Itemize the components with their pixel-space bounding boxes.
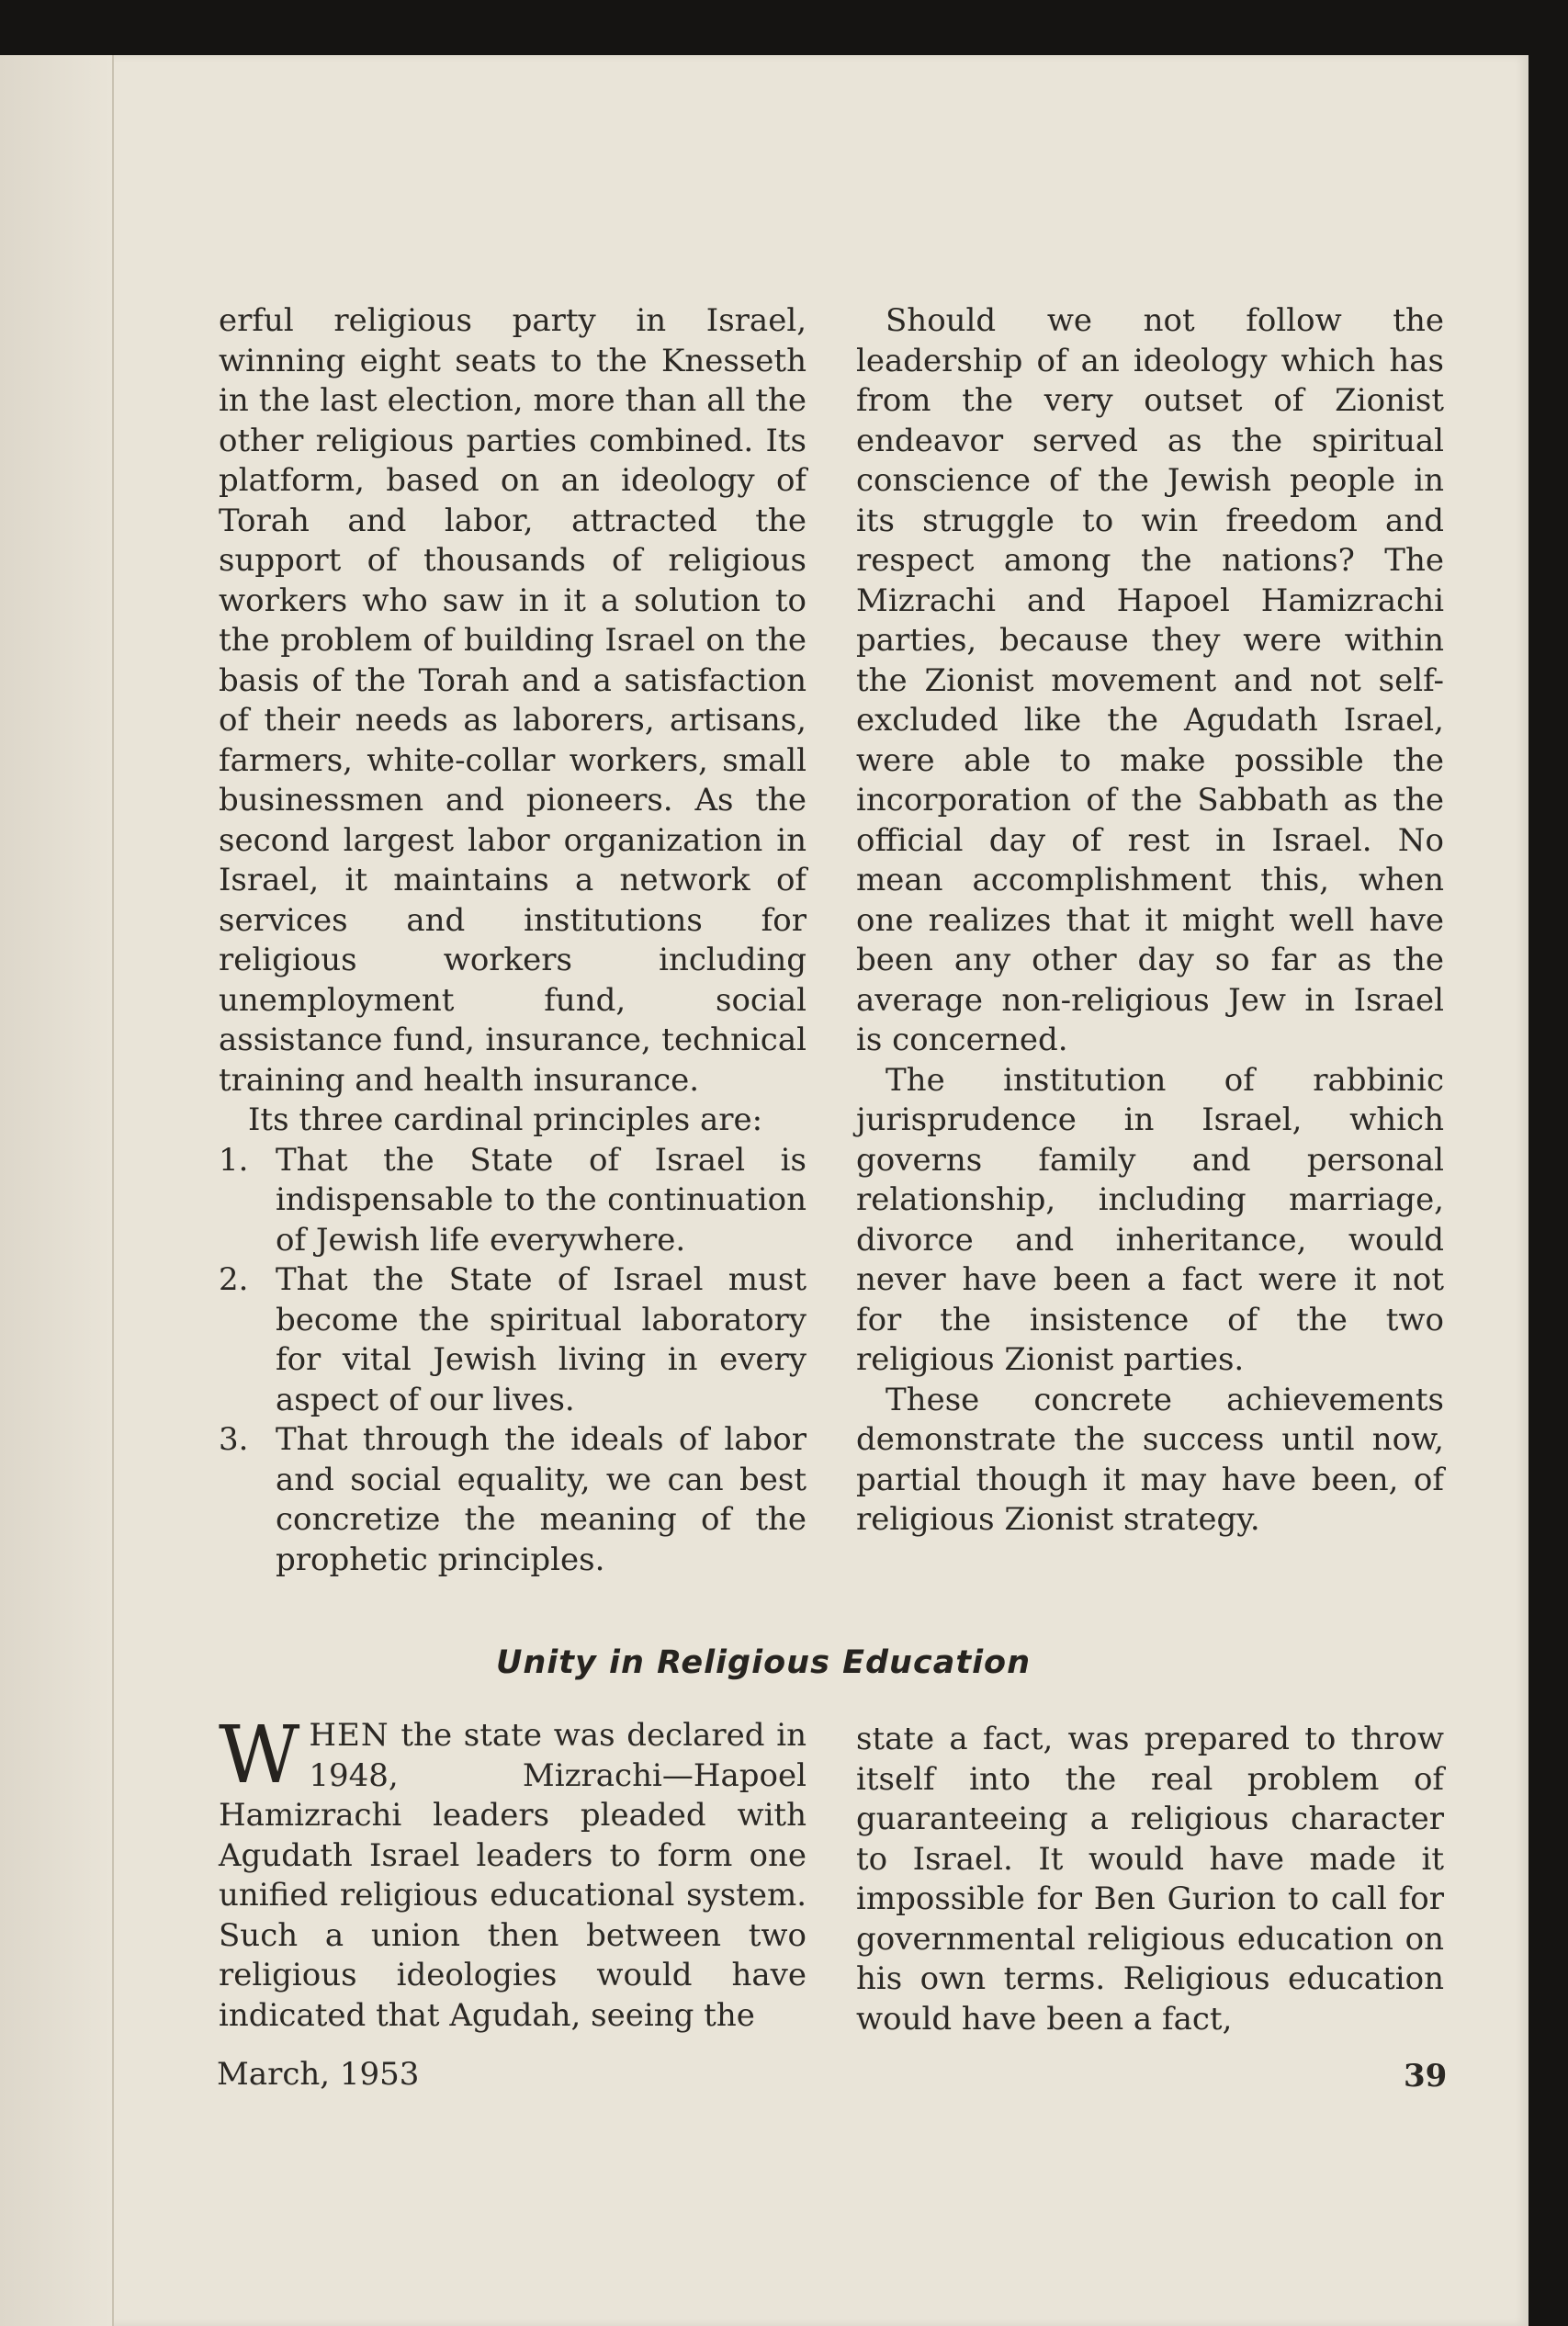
left-column [219,301,807,1580]
principles-list [219,1141,807,1581]
principle-item-3 [219,1420,807,1580]
page-number: 39 [1404,2058,1448,2095]
principle-text: That the State of Israel is indispensable to the continuation of Jewish life everywhere. [276,1141,807,1259]
section-right-column [856,1720,1444,2039]
binding-margin [0,55,114,2326]
principle-item-1 [219,1141,807,1261]
right-paragraph-3: These concrete achievements demonstrate the success until now, partial though it may have been, of religious Zionist strategy. [856,1381,1444,1538]
principle-text: That through the ideals of labor and social equality, we can best concretize the meaning of the prophetic principles. [276,1421,807,1578]
section-left-column [219,1710,807,2036]
principle-number: 2. [219,1261,249,1298]
section-heading: Unity in Religious Education [495,1644,1032,1681]
principle-text: That the State of Israel must become the spiritual laboratory for vital Jewish living in every aspect of our lives. [276,1261,807,1418]
right-paragraph-2: The institution of rabbinic jurisprudence in Israel, which governs family and personal relationship, including marriage, divorce and inheritance, would never have been a fact were it not for the insistence of the two religious Zionist parties. [856,1061,1444,1378]
principles-intro: Its three cardinal principles are: [248,1101,763,1138]
issue-date: March, 1953 [217,2056,420,2093]
right-column [856,301,1444,1541]
principle-number: 3. [219,1421,249,1458]
lead-caps: HEN [309,1717,389,1754]
drop-cap: W [219,1710,300,1801]
section-left-text: the state was declared in 1948, Mizrachi—Hapoel Hamizrachi leaders pleaded with Agudath Israel leaders to form one unified religious educational system. Such a union then between two religious ideologies would have indicated that Agudah, seeing the [219,1717,807,2034]
section-right-paragraph: state a fact, was prepared to throw itself into the real problem of guaranteeing a religious character to Israel. It would have made it impossible for Ben Gurion to call for governmental religious education on his own terms. Religious education would have been a fact, [856,1721,1444,2038]
section-left-paragraph [219,1710,807,2036]
principle-number: 1. [219,1141,249,1179]
right-paragraph-1: Should we not follow the leadership of an ideology which has from the very outset of Zionist endeavor served as the spiritual conscience of the Jewish people in its struggle to win freedom and respect among the nations? The Mizrachi and Hapoel Hamizrachi parties, because they were within the Zionist movement and not self-excluded like the Agudath Israel, were able to make possible the incorporation of the Sabbath as the official day of rest in Israel. No mean accomplishment this, when one realizes that it might well have been any other day so far as the average non-religious Jew in Israel is concerned. [856,302,1444,1058]
left-paragraph-1: erful religious party in Israel, winning eight seats to the Knesseth in the last election, more than all the other religious parties combined. Its platform, based on an ideology of Torah and labor, attracted the support of thousands of religious workers who saw in it a solution to the problem of building Israel on the basis of the Torah and a satisfaction of their needs as laborers, artisans, farmers, white-collar workers, small businessmen and pioneers. As the second largest labor organization in Israel, it maintains a network of services and institutions for religious workers including unemployment fund, social assistance fund, insurance, technical training and health insurance. [219,302,807,1099]
principle-item-2 [219,1260,807,1420]
